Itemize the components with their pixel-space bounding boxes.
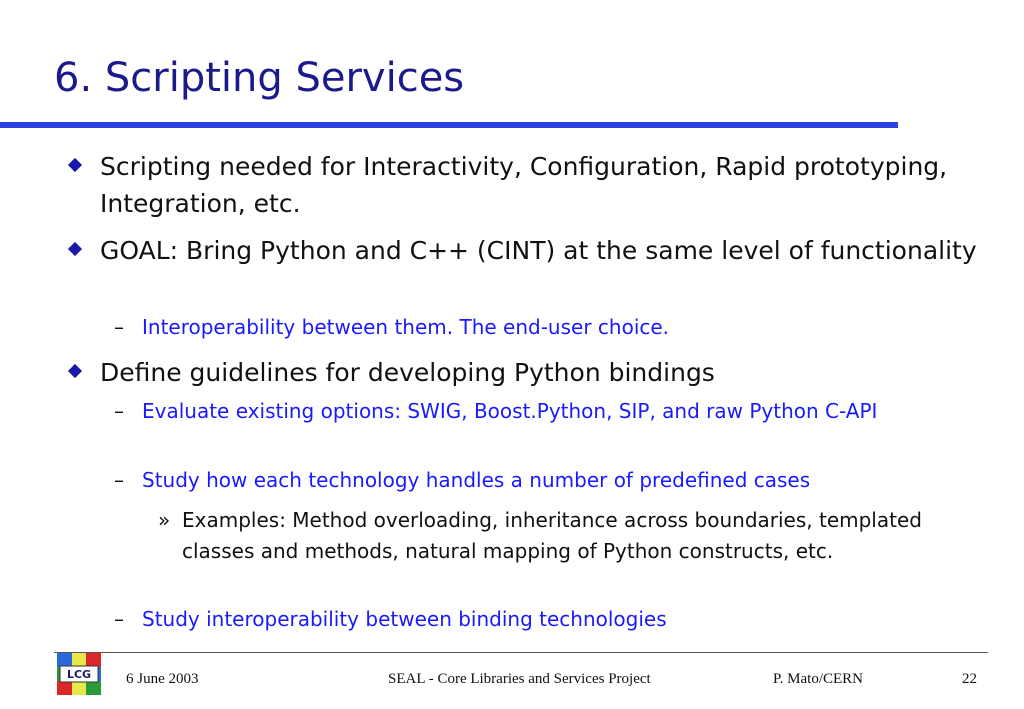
logo-text: LCG [66,668,92,681]
bullet-text: GOAL: Bring Python and C++ (CINT) at the same level of functionality [100,236,977,265]
sub-bullet-text: Study how each technology handles a number of predefined cases [142,468,811,492]
sub-bullet-text: Study interoperability between binding technologies [142,607,667,631]
sub-sub-bullet-text: Examples: Method overloading, inheritance across boundaries, templated classes and methods, natural mapping of Python constructs, etc. [182,508,922,563]
sub-sub-bullet-marker: » [158,508,171,532]
bullet-text: Define guidelines for developing Python bindings [100,358,715,387]
slide-title: 6. Scripting Services [54,55,465,101]
footer-project: SEAL - Core Libraries and Services Project [388,671,651,687]
bullet-text: Scripting needed for Interactivity, Configuration, Rapid prototyping, Integration, etc. [100,152,948,218]
sub-bullet-dash: – [114,315,124,339]
sub-bullet-dash: – [114,399,124,423]
title-underline [0,122,898,128]
lcg-logo [56,652,102,696]
bullet-diamond-icon [68,364,82,378]
footer-date: 6 June 2003 [126,671,199,687]
sub-bullet-dash: – [114,468,124,492]
bullet-diamond-icon [68,242,82,256]
sub-bullet-dash: – [114,607,124,631]
footer-page-number: 22 [962,671,977,687]
bullet-diamond-icon [68,158,82,172]
footer-rule [54,652,988,653]
sub-bullet-text: Evaluate existing options: SWIG, Boost.Python, SIP, and raw Python C-API [142,399,878,423]
footer-author: P. Mato/CERN [773,671,864,687]
sub-bullet-text: Interoperability between them. The end-user choice. [142,315,670,339]
